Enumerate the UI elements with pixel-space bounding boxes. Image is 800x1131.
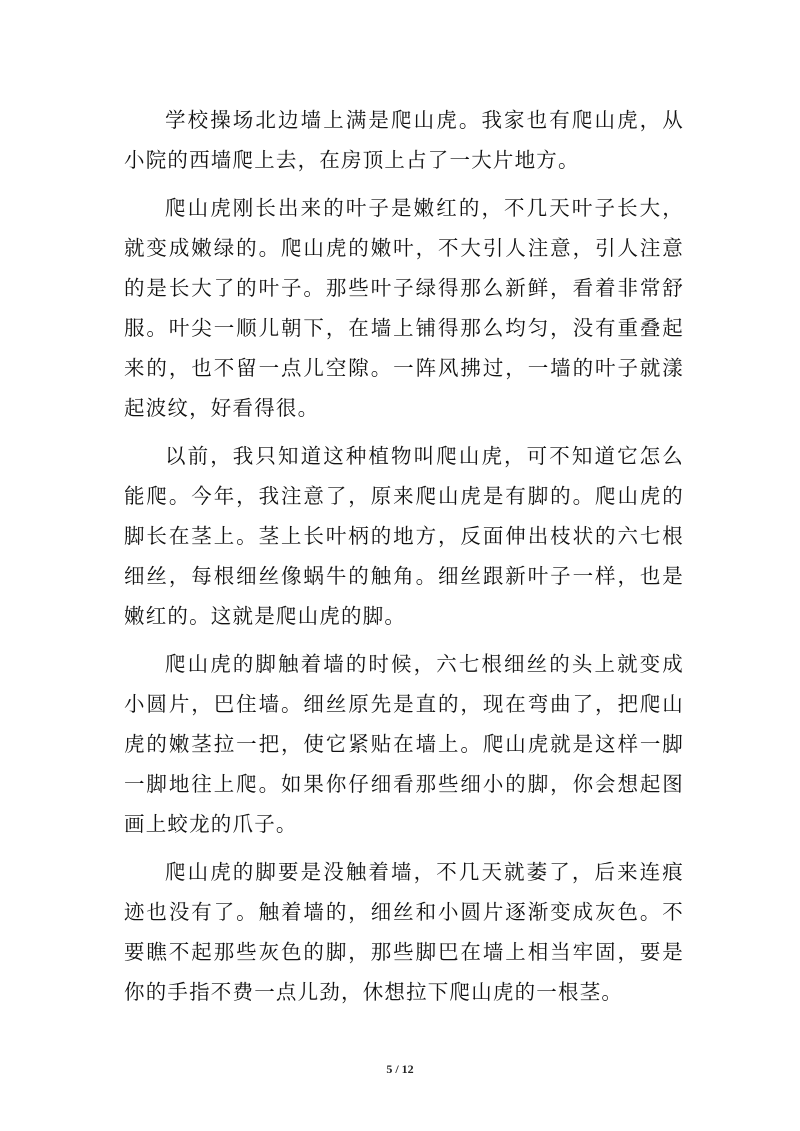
paragraph: 爬山虎刚长出来的叶子是嫩红的，不几天叶子长大，就变成嫩绿的。爬山虎的嫩叶，不大引人注意，引人注意的是长大了的叶子。那些叶子绿得那么新鲜，看着非常舒服。叶尖一顺儿朝下，在墙上铺得那么均匀，没有重叠起来的，也不留一点儿空隙。一阵风拂过，一墙的叶子就漾起波纹，好看得很。 bbox=[124, 196, 684, 420]
page-number: 5 / 12 bbox=[386, 1062, 414, 1076]
paragraph: 爬山虎的脚触着墙的时候，六七根细丝的头上就变成小圆片，巴住墙。细丝原先是直的，现在弯曲了，把爬山虎的嫩茎拉一把，使它紧贴在墙上。爬山虎就是这样一脚一脚地往上爬。如果你仔细看那些细小的脚，你会想起图画上蛟龙的爪子。 bbox=[124, 652, 684, 836]
document-body bbox=[124, 100, 684, 1012]
paragraph: 以前，我只知道这种植物叫爬山虎，可不知道它怎么能爬。今年，我注意了，原来爬山虎是有脚的。爬山虎的脚长在茎上。茎上长叶柄的地方，反面伸出枝状的六七根细丝，每根细丝像蜗牛的触角。细丝跟新叶子一样，也是嫩红的。这就是爬山虎的脚。 bbox=[124, 444, 684, 628]
paragraph: 学校操场北边墙上满是爬山虎。我家也有爬山虎，从小院的西墙爬上去，在房顶上占了一大片地方。 bbox=[124, 108, 684, 172]
paragraph: 爬山虎的脚要是没触着墙，不几天就萎了，后来连痕迹也没有了。触着墙的，细丝和小圆片逐渐变成灰色。不要瞧不起那些灰色的脚，那些脚巴在墙上相当牢固，要是你的手指不费一点儿劲，休想拉下爬山虎的一根茎。 bbox=[124, 860, 684, 1004]
